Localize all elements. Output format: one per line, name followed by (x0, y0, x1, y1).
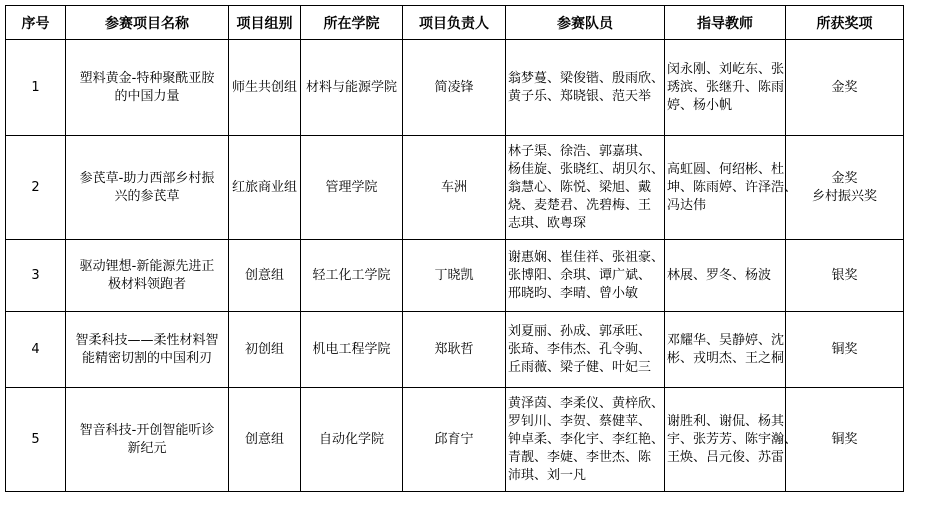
members-line: 林子渠、徐浩、郭嘉琪、 (508, 143, 652, 159)
cell-leader: 丁晓凯 (403, 240, 506, 312)
header-group: 项目组别 (229, 6, 301, 40)
teachers-line: 林展、罗冬、杨波 (667, 267, 772, 283)
cell-leader: 车洲 (403, 136, 506, 240)
project-name-line: 驱动锂想-新能源先进正 (79, 258, 215, 274)
project-name-line: 的中国力量 (114, 88, 180, 104)
cell-members (506, 388, 665, 492)
award-line: 乡村振兴奖 (811, 188, 877, 204)
award-line: 银奖 (831, 267, 858, 283)
members-line: 邢晓昀、李晴、曾小敏 (508, 285, 639, 301)
award-line: 铜奖 (831, 431, 858, 447)
awards-table (5, 5, 904, 492)
teachers-line: 闵永刚、刘屹东、张 (667, 61, 785, 77)
teachers-line: 彬、戎明杰、王之桐 (667, 350, 785, 366)
cell-seq: 4 (6, 312, 66, 388)
project-name-line: 兴的参芪草 (114, 188, 180, 204)
cell-members (506, 40, 665, 136)
cell-leader: 简凌锋 (403, 40, 506, 136)
cell-school: 材料与能源学院 (301, 40, 403, 136)
cell-award (786, 388, 904, 492)
members-line: 罗钊川、李贺、蔡健苹、 (508, 413, 652, 429)
header-leader: 项目负责人 (403, 6, 506, 40)
cell-school: 管理学院 (301, 136, 403, 240)
cell-group: 创意组 (229, 240, 301, 312)
members-line: 钟卓柔、李化宇、李红艳、 (508, 431, 665, 447)
cell-members (506, 312, 665, 388)
cell-members (506, 240, 665, 312)
members-line: 翁慧心、陈悦、梁旭、戴 (508, 179, 652, 195)
cell-school: 机电工程学院 (301, 312, 403, 388)
teachers-line: 邓耀华、吴静婷、沈 (667, 332, 785, 348)
cell-leader: 郑耿哲 (403, 312, 506, 388)
header-teachers: 指导教师 (665, 6, 786, 40)
award-line: 金奖 (831, 170, 858, 186)
cell-project-name (66, 136, 229, 240)
cell-project-name (66, 240, 229, 312)
teachers-line: 琇滨、张继升、陈雨 (667, 79, 785, 95)
members-line: 杨佳旋、张晓红、胡贝尔、 (508, 161, 665, 177)
header-school: 所在学院 (301, 6, 403, 40)
header-members: 参赛队员 (506, 6, 665, 40)
members-line: 翁梦蔓、梁俊锴、殷雨欣、 (508, 70, 665, 86)
table-row (6, 388, 904, 492)
header-row (6, 6, 904, 40)
cell-seq: 5 (6, 388, 66, 492)
teachers-line: 坤、陈雨婷、许泽浩、 (667, 179, 798, 195)
project-name-line: 新纪元 (127, 440, 167, 456)
cell-project-name (66, 40, 229, 136)
members-line: 沛琪、刘一凡 (508, 467, 587, 483)
table-row (6, 136, 904, 240)
cell-award (786, 136, 904, 240)
cell-teachers (665, 240, 786, 312)
project-name-line: 极材料领跑者 (107, 276, 186, 292)
header-seq: 序号 (6, 6, 66, 40)
table-row (6, 40, 904, 136)
members-line: 张琦、李伟杰、孔令驹、 (508, 341, 652, 357)
cell-award (786, 240, 904, 312)
teachers-line: 高虹圆、何绍彬、杜 (667, 161, 785, 177)
cell-group: 创意组 (229, 388, 301, 492)
members-line: 黄泽茵、李柔仪、黄梓欣、 (508, 395, 665, 411)
header-project-name: 参赛项目名称 (66, 6, 229, 40)
members-line: 刘夏丽、孙成、郭承旺、 (508, 323, 652, 339)
table-row (6, 240, 904, 312)
members-line: 烧、麦楚君、冼碧梅、王 (508, 197, 652, 213)
cell-group: 师生共创组 (229, 40, 301, 136)
cell-teachers (665, 312, 786, 388)
teachers-line: 婷、杨小帆 (667, 97, 733, 113)
cell-award (786, 312, 904, 388)
members-line: 谢惠娴、崔佳祥、张祖豪、 (508, 249, 665, 265)
project-name-line: 智柔科技——柔性材料智 (75, 332, 219, 348)
teachers-line: 宇、张芳芳、陈宇瀚、 (667, 431, 798, 447)
teachers-line: 冯达伟 (667, 197, 707, 213)
award-line: 铜奖 (831, 341, 858, 357)
teachers-line: 王焕、吕元俊、苏雷 (667, 449, 785, 465)
header-award: 所获奖项 (786, 6, 904, 40)
cell-project-name (66, 312, 229, 388)
cell-seq: 2 (6, 136, 66, 240)
cell-teachers (665, 40, 786, 136)
cell-teachers (665, 136, 798, 240)
cell-project-name (66, 388, 229, 492)
members-line: 黄子乐、郑晓银、范天举 (508, 88, 652, 104)
project-name-line: 能精密切割的中国利刃 (81, 350, 212, 366)
cell-leader: 邱育宁 (403, 388, 506, 492)
project-name-line: 智音科技-开创智能听诊 (79, 422, 215, 438)
members-line: 丘雨薇、梁子健、叶妃三 (508, 359, 652, 375)
table-row (6, 312, 904, 388)
cell-seq: 1 (6, 40, 66, 136)
members-line: 青靓、李婕、李世杰、陈 (508, 449, 652, 465)
cell-group: 红旅商业组 (229, 136, 301, 240)
cell-group: 初创组 (229, 312, 301, 388)
members-line: 张博阳、余琪、谭广斌、 (508, 267, 652, 283)
project-name-line: 塑料黄金-特种聚酰亚胺 (79, 70, 215, 86)
cell-members (506, 136, 665, 240)
cell-school: 自动化学院 (301, 388, 403, 492)
cell-teachers (665, 388, 798, 492)
members-line: 志琪、欧粤琛 (508, 215, 587, 231)
teachers-line: 谢胜利、谢侃、杨其 (667, 413, 785, 429)
cell-school: 轻工化工学院 (301, 240, 403, 312)
award-line: 金奖 (831, 79, 858, 95)
cell-award (786, 40, 904, 136)
cell-seq: 3 (6, 240, 66, 312)
project-name-line: 参芪草-助力西部乡村振 (79, 170, 215, 186)
